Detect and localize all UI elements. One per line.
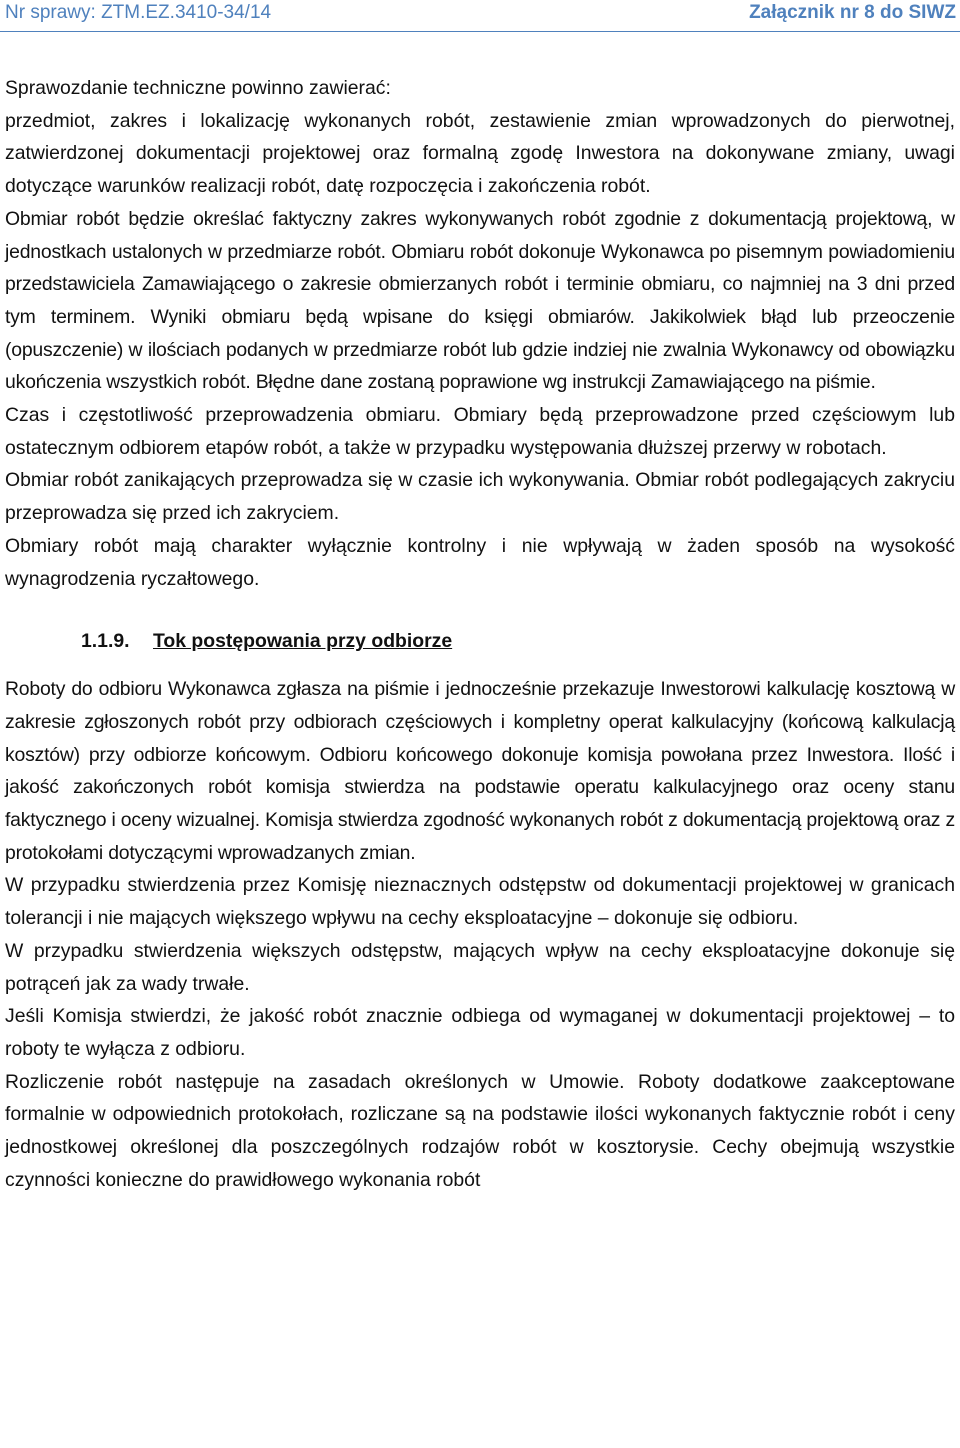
paragraph-report-intro: Sprawozdanie techniczne powinno zawierać:	[5, 77, 391, 99]
paragraph-measurement: Obmiar robót będzie określać faktyczny zakres wykonywanych robót zgodnie z dokumentacją projektową, w jednostkach ustalonych w przedmiarze robót. Obmiaru robót dokonuje Wykonawca po pisemnym powiadomieniu przedstawiciela Zamawiającego o zakresie obmierzanych robót i terminie obmiaru, co najmniej na 3 dni przed tym terminem. Wyniki obmiaru będą wpisane do księgi obmiarów. Jakikolwiek błąd lub przeoczenie (opuszczenie) w ilościach podanych w przedmiarze robót lub gdzie indziej nie zwalnia Wykonawcy od obowiązku ukończenia wszystkich robót. Błędne dane zostaną poprawione wg instrukcji Zamawiającego na piśmie.	[5, 207, 955, 394]
paragraph-quality-rejection: Jeśli Komisja stwierdzi, że jakość robót znacznie odbiega od wymaganej w dokumentacji projektowej – to roboty te wyłącza z odbioru.	[5, 1005, 955, 1060]
paragraph-settlement: Rozliczenie robót następuje na zasadach określonych w Umowie. Roboty dodatkowe zaakceptowane formalnie w odpowiednich protokołach, rozliczane są na podstawie ilości wykonanych faktycznie robót i ceny jednostkowej określonej dla poszczególnych rodzajów robót w kosztorysie. Cechy obejmują wszystkie czynności konieczne do prawidłowego wykonania robót	[5, 1070, 955, 1191]
paragraph-acceptance-procedure: Roboty do odbioru Wykonawca zgłasza na piśmie i jednocześnie przekazuje Inwestorowi kalkulację kosztową w zakresie zgłoszonych robót przy odbiorach częściowych i kompletny operat kalkulacyjny (końcową kalkulacją kosztów) przy odbiorze końcowym. Odbioru końcowego dokonuje komisja powołana przez Inwestora. Ilość i jakość zakończonych robót komisja stwierdza na podstawie operatu kalkulacyjnego oraz oceny stanu faktycznego i oceny wizualnej. Komisja stwierdza zgodność wykonanych robót z dokumentacją projektową oraz z protokołami dotyczącymi wprowadzanych zmian.	[5, 678, 955, 864]
paragraph-minor-deviations: W przypadku stwierdzenia przez Komisję nieznacznych odstępstw od dokumentacji projektowej w granicach tolerancji i nie mających większego wpływu na cechy eksploatacyjne – dokonuje się odbioru.	[5, 874, 955, 930]
document-body	[5, 72, 955, 1197]
paragraph-hidden-works: Obmiar robót zanikających przeprowadza się w czasie ich wykonywania. Obmiar robót podlegających zakryciu przeprowadza się przed ich zakryciem.	[5, 469, 955, 525]
section-number: 1.1.9.	[81, 630, 130, 653]
paragraph-major-deviations: W przypadku stwierdzenia większych odstępstw, mających wpływ na cechy eksploatacyjne dokonuje się potrąceń jak za wady trwałe.	[5, 939, 955, 995]
paragraph-control-nature: Obmiary robót mają charakter wyłącznie kontrolny i nie wpływają w żaden sposób na wysokość wynagrodzenia ryczałtowego.	[5, 534, 955, 590]
section-heading	[5, 625, 955, 657]
paragraph-measurement-timing: Czas i częstotliwość przeprowadzenia obmiaru. Obmiary będą przeprowadzone przed częściowym lub ostatecznym odbiorem etapów robót, a także w przypadku występowania dłuższej przerwy w robotach.	[5, 404, 955, 459]
paragraph-report-contents: przedmiot, zakres i lokalizację wykonanych robót, zestawienie zmian wprowadzonych do pierwotnej, zatwierdzonej dokumentacji projektowej oraz formalną zgodę Inwestora na dokonywane zmiany, uwagi dotyczące warunków realizacji robót, datę rozpoczęcia i zakończenia robót.	[5, 109, 955, 198]
attachment-label: Załącznik nr 8 do SIWZ	[749, 2, 956, 23]
header-divider	[0, 31, 960, 32]
section-title: Tok postępowania przy odbiorze	[153, 630, 453, 653]
case-number: Nr sprawy: ZTM.EZ.3410-34/14	[5, 2, 272, 23]
page-header	[0, 0, 960, 36]
